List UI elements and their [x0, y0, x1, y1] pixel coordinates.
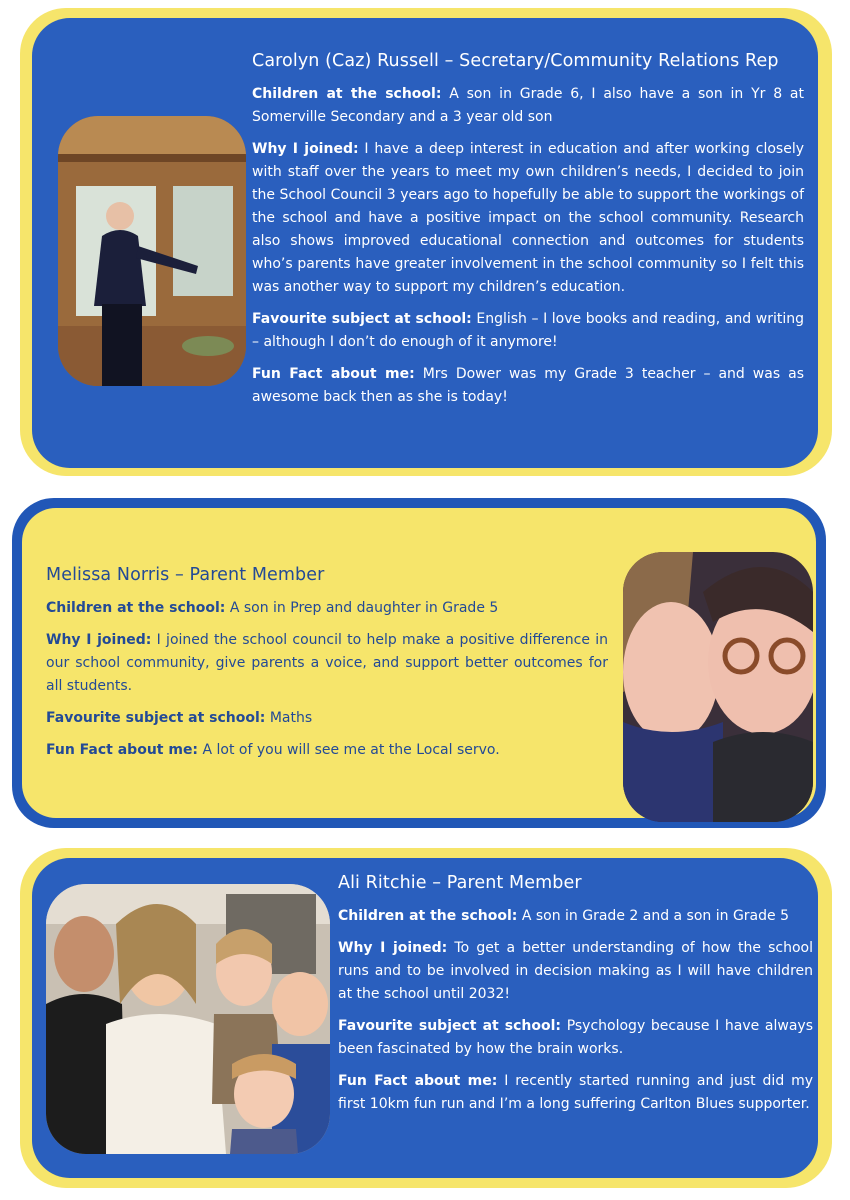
favourite-subject: [46, 707, 608, 730]
member-card-carolyn: [20, 8, 832, 476]
member-bio-ali: [338, 872, 813, 1125]
favourite-subject: [338, 1015, 813, 1061]
member-name-heading: Melissa Norris – Parent Member: [46, 565, 325, 585]
member-name-heading: Ali Ritchie – Parent Member: [338, 873, 582, 893]
member-name-heading: Carolyn (Caz) Russell – Secretary/Community Relations Rep: [252, 51, 779, 71]
member-card-ali-panel: [32, 858, 818, 1178]
why-label: Why I joined:: [252, 141, 359, 157]
favourite-subject: [252, 308, 804, 354]
subject-text: English – I love books and reading, and writing – although I don’t do enough of it anymore!: [252, 311, 804, 350]
fun-fact: [338, 1070, 813, 1116]
why-joined: [252, 138, 804, 299]
why-label: Why I joined:: [46, 632, 152, 648]
children-at-school: [46, 597, 608, 620]
fun-label: Fun Fact about me:: [46, 742, 199, 758]
subject-label: Favourite subject at school:: [338, 1018, 562, 1034]
subject-label: Favourite subject at school:: [252, 311, 472, 327]
subject-label: Favourite subject at school:: [46, 710, 266, 726]
why-joined: [338, 937, 813, 1006]
fun-label: Fun Fact about me:: [252, 366, 415, 382]
member-bio-carolyn: [252, 50, 804, 418]
fun-fact: [46, 739, 608, 762]
fun-text: I recently started running and just did my first 10km fun run and I’m a long suffering Carlton Blues supporter.: [338, 1073, 814, 1112]
fun-text: A lot of you will see me at the Local servo.: [198, 742, 500, 758]
member-photo-melissa: [623, 552, 813, 822]
why-text: I have a deep interest in education and after working closely with staff over the years to meet my own children’s needs, I decided to join the School Council 3 years ago to hopefully be able to support the workings of the school and have a positive impact on the school community. Research also shows improved educational connection and outcomes for students who’s parents have greater involvement in the school community so I felt this was another way to support my children’s education.: [252, 141, 805, 295]
member-photo-carolyn: [58, 116, 246, 386]
children-text: A son in Grade 6, I also have a son in Yr 8 at Somerville Secondary and a 3 year old son: [252, 86, 805, 125]
children-at-school: [252, 83, 804, 129]
subject-text: Psychology because I have always been fascinated by how the brain works.: [338, 1018, 813, 1057]
member-photo-ali: [46, 884, 330, 1154]
why-label: Why I joined:: [338, 940, 448, 956]
fun-fact: [252, 363, 804, 409]
children-text: A son in Prep and daughter in Grade 5: [225, 600, 499, 616]
fun-label: Fun Fact about me:: [338, 1073, 498, 1089]
why-joined: [46, 629, 608, 698]
children-text: A son in Grade 2 and a son in Grade 5: [517, 908, 789, 924]
children-label: Children at the school:: [252, 86, 442, 102]
member-card-carolyn-panel: [32, 18, 818, 468]
member-card-melissa: [12, 498, 826, 828]
why-text: To get a better understanding of how the school runs and to be involved in decision making as I will have children at the school until 2032!: [338, 940, 813, 1002]
children-label: Children at the school:: [46, 600, 226, 616]
member-card-ali: [20, 848, 832, 1188]
children-label: Children at the school:: [338, 908, 518, 924]
member-bio-melissa: [46, 564, 608, 771]
fun-text: Mrs Dower was my Grade 3 teacher – and was as awesome back then as she is today!: [252, 366, 804, 405]
children-at-school: [338, 905, 813, 928]
subject-text: Maths: [265, 710, 313, 726]
member-card-melissa-panel: [22, 508, 816, 818]
why-text: I joined the school council to help make a positive difference in our school community, give parents a voice, and support better outcomes for all students.: [46, 632, 608, 694]
